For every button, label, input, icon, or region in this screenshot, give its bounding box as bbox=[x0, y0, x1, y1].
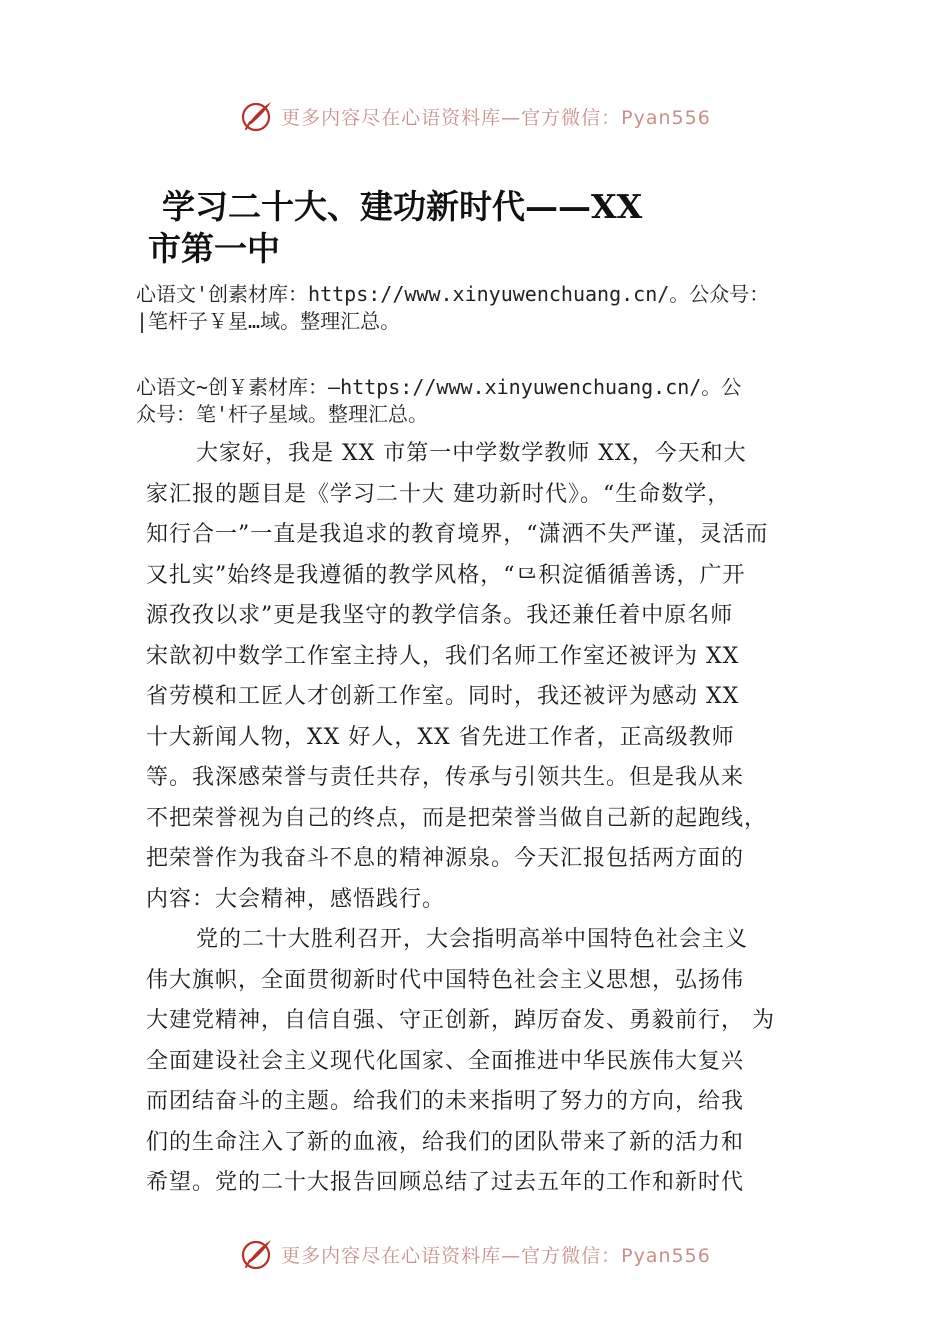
title-line-1: 学习二十大、建功新时代——XX bbox=[162, 187, 643, 226]
text-line: 党的二十大胜利召开，大会指明高举中国特色社会主义 bbox=[196, 927, 749, 952]
source-note-line: 心语文~创￥素材库：—https://www.xinyuwenchuang.cn/。公 bbox=[136, 375, 742, 399]
text-line: 伟大旗帜，全面贯彻新时代中国特色社会主义思想，弘扬伟 bbox=[146, 967, 745, 993]
document-title bbox=[148, 186, 788, 270]
source-note-line: 心语文'创素材库：https://www.xinyuwenchuang.cn/。公众号： bbox=[136, 282, 770, 306]
text-line: 内容：大会精神，感悟践行。 bbox=[146, 886, 446, 912]
text-line: 们的生命注入了新的血液，给我们的团队带来了新的活力和 bbox=[146, 1129, 745, 1155]
text-line: 等。我深感荣誉与责任共存，传承与引领共生。但是我从来 bbox=[146, 765, 745, 790]
text-line: 大家好，我是 XX 市第一中学数学教师 XX，今天和大 bbox=[196, 441, 747, 466]
text-line: 大建党精神，自信自强、守正创新，踔厉奋发、勇毅前行， 为 bbox=[146, 1008, 775, 1033]
footer-banner bbox=[0, 1232, 950, 1276]
text-line: 而团结奋斗的主题。给我们的未来指明了努力的方向，给我 bbox=[146, 1089, 745, 1114]
text-line: 源孜孜以求”更是我坚守的教学信条。我还兼任着中原名师 bbox=[146, 603, 734, 628]
quill-seal-icon bbox=[239, 1236, 275, 1272]
text-line: 省劳模和工匠人才创新工作室。同时，我还被评为感动 XX bbox=[146, 684, 740, 709]
text-line: 宋歆初中数学工作室主持人，我们名师工作室还被评为 XX bbox=[146, 643, 740, 669]
text-line: 家汇报的题目是《学习二十大 建功新时代》。“生命数学， bbox=[146, 481, 731, 507]
source-note-line: 众号：笔'杆子星域。整理汇总。 bbox=[136, 402, 429, 426]
header-banner bbox=[0, 94, 950, 138]
text-line: 全面建设社会主义现代化国家、全面推进中华民族伟大复兴 bbox=[146, 1048, 745, 1074]
title-line-2: 市第一中 bbox=[148, 229, 280, 268]
text-line: 十大新闻人物，XX 好人，XX 省先进工作者，正高级教师 bbox=[146, 724, 735, 750]
paragraph-1 bbox=[146, 434, 826, 920]
source-note-1 bbox=[136, 281, 856, 335]
header-banner-text: 更多内容尽在心语资料库—官方微信：Pyan556 bbox=[281, 106, 711, 129]
text-line: 又扎实”始终是我遵循的教学风格，“⺋积淀循循善诱，广开 bbox=[146, 562, 746, 588]
paragraph-2 bbox=[146, 920, 826, 1204]
source-note-2 bbox=[136, 374, 856, 428]
text-line: 希望。党的二十大报告回顾总结了过去五年的工作和新时代 bbox=[146, 1170, 745, 1195]
quill-seal-icon bbox=[239, 98, 275, 134]
footer-banner-text: 更多内容尽在心语资料库—官方微信：Pyan556 bbox=[281, 1244, 711, 1267]
text-line: 把荣誉作为我奋斗不息的精神源泉。今天汇报包括两方面的 bbox=[146, 846, 745, 871]
text-line: 知行合一”一直是我追求的教育境界，“潇洒不失严谨，灵活而 bbox=[146, 522, 769, 547]
text-line: 不把荣誉视为自己的终点，而是把荣誉当做自己新的起跑线， bbox=[146, 805, 768, 831]
source-note-line: |笔杆子￥星…域。整理汇总。 bbox=[136, 309, 401, 333]
document-body bbox=[146, 434, 826, 1204]
